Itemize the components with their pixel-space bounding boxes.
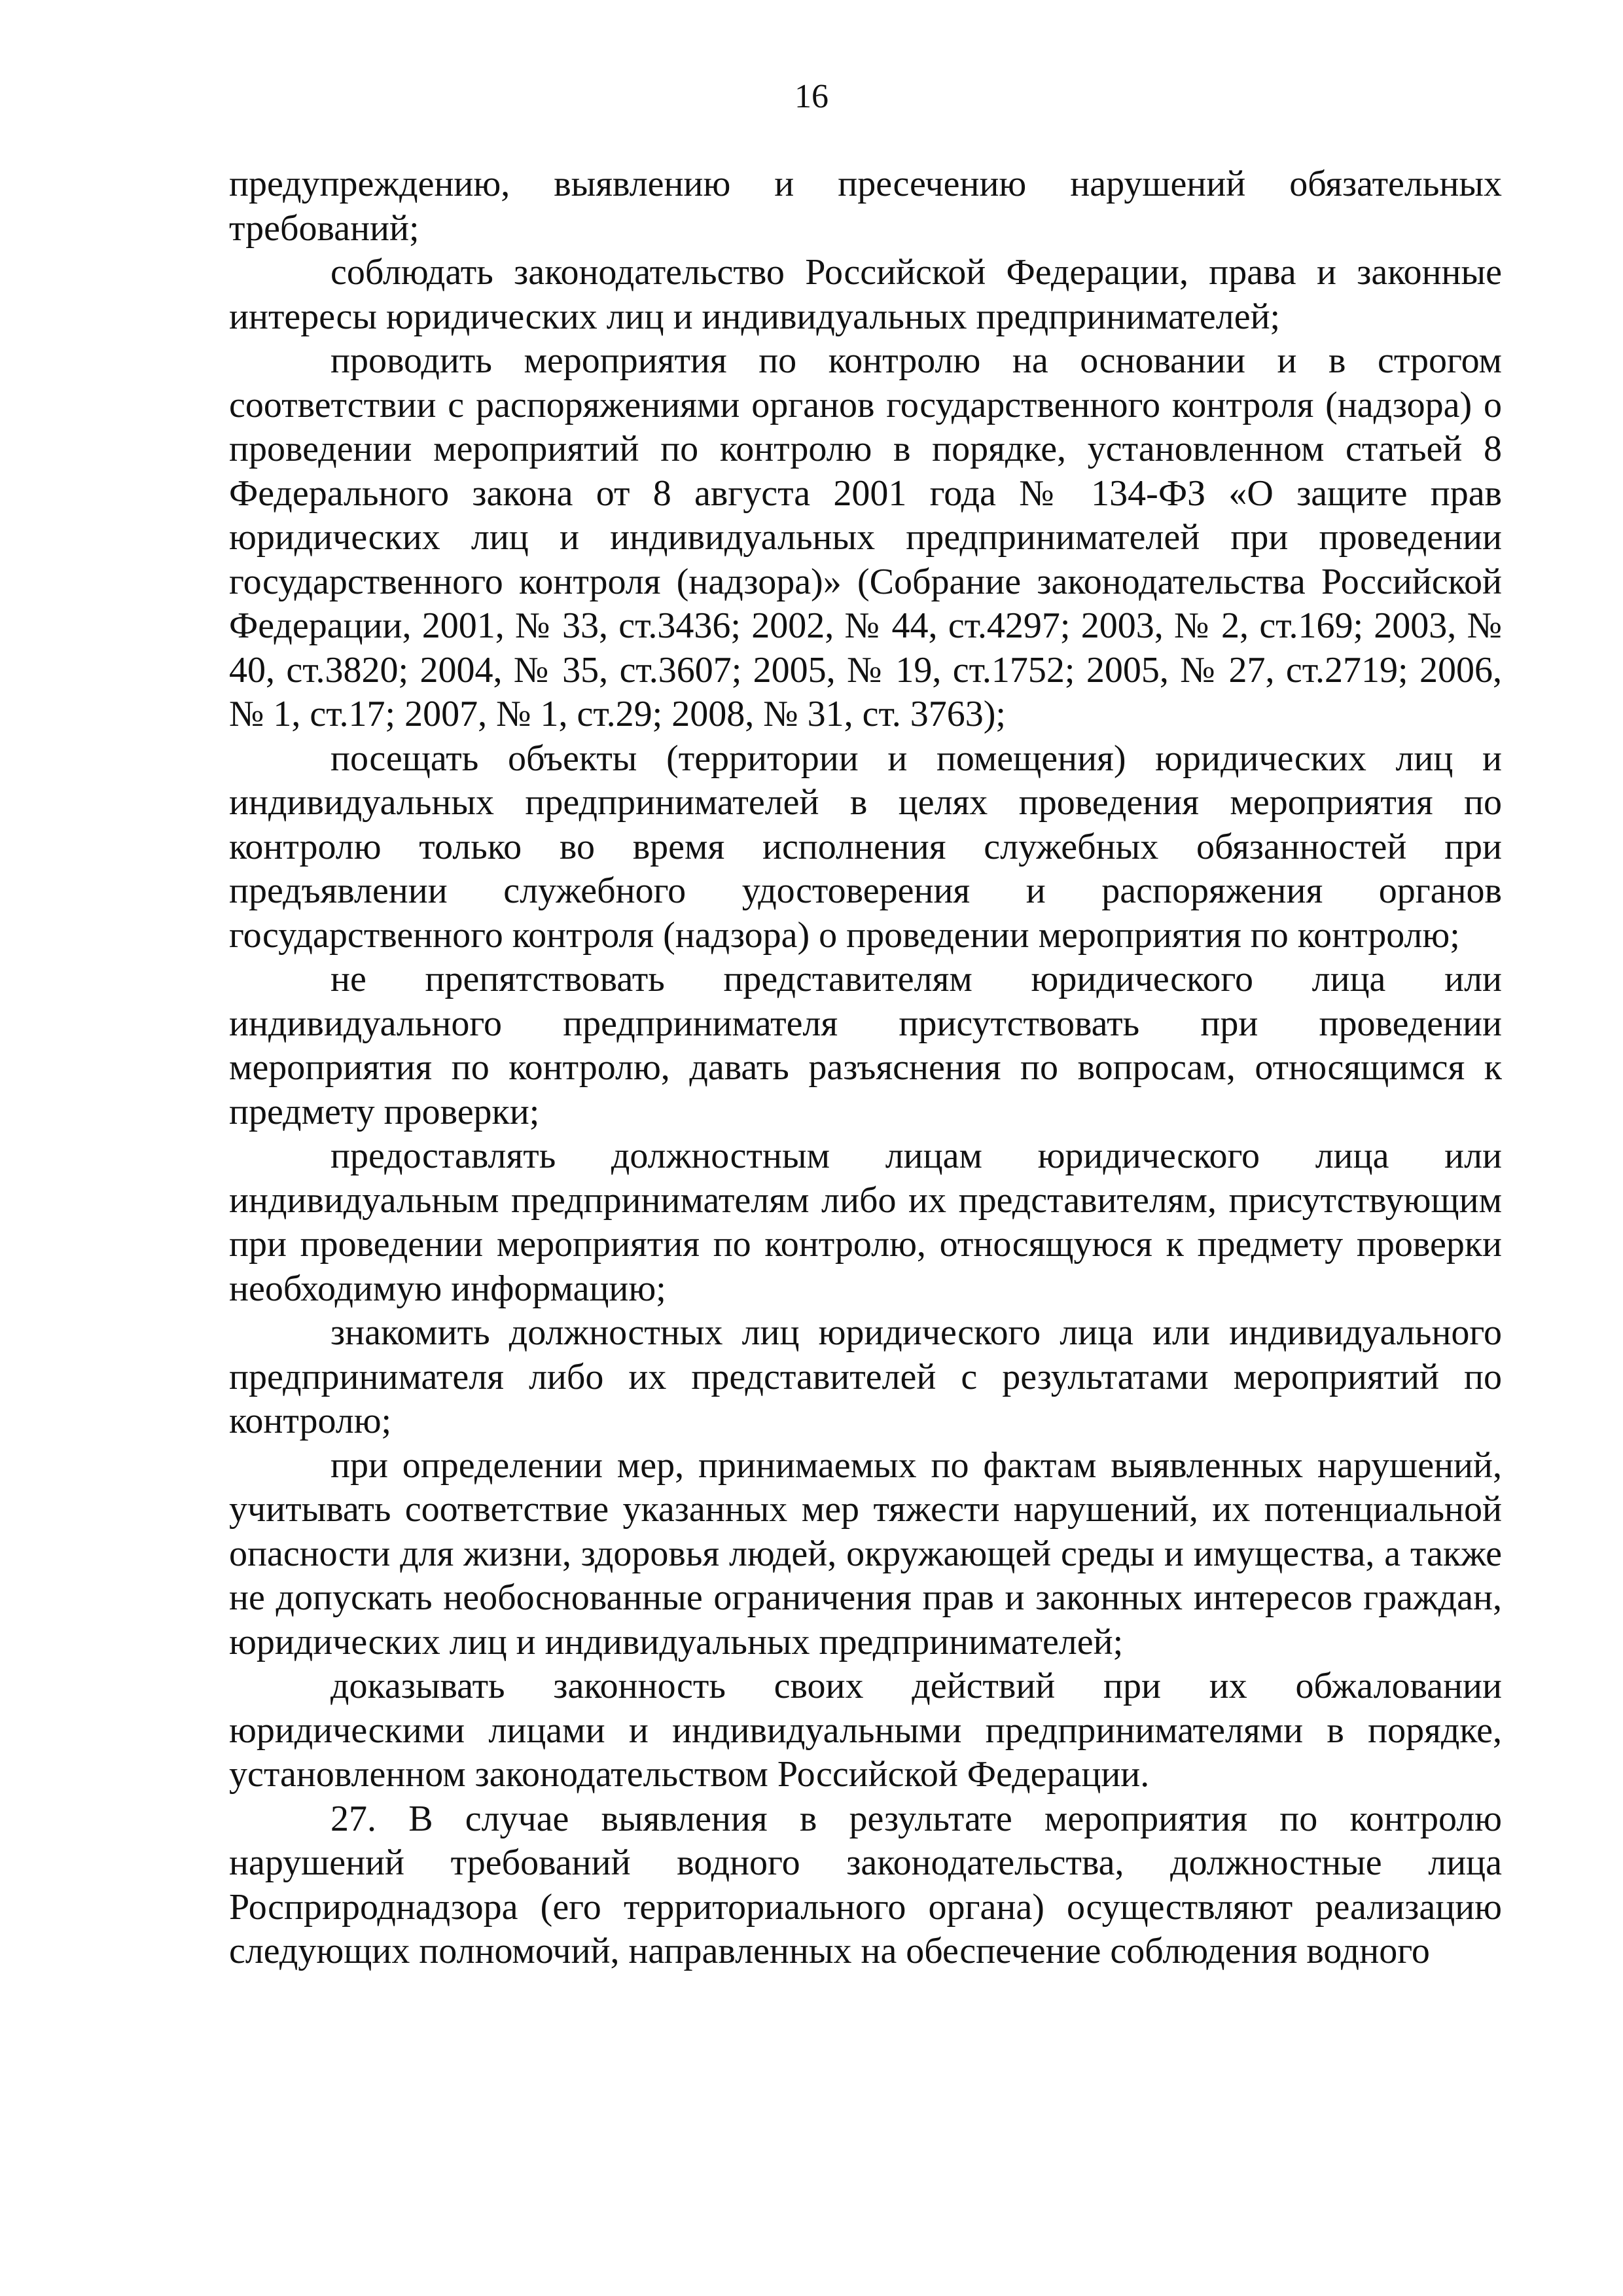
page-number: 16: [794, 78, 829, 115]
paragraph-determine-measures: при определении мер, принимаемых по фактам выявленных нарушений, учитывать соответствие указанных мер тяжести нарушений, их потенциальной опасности для жизни, здоровья людей, окружающей среды и имущества, а также не допускать необоснованные ограничения прав и законных интересов граждан, юридических лиц и индивидуальных предпринимателей;: [229, 1444, 1502, 1662]
paragraph-conduct-inspections: проводить мероприятия по контролю на основании и в строгом соответствии с распоряжениями органов государственного контроля (надзора) о проведении мероприятий по контролю в порядке, установленном статьей 8 Федерального закона от 8 августа 2001 года № 134-ФЗ «О защите прав юридических лиц и индивидуальных предпринимателей при проведении государственного контроля (надзора)» (Собрание законодательства Российской Федерации, 2001, № 33, ст.3436; 2002, № 44, ст.4297; 2003, № 2, ст.169; 2003, № 40, ст.3820; 2004, № 35, ст.3607; 2005, № 19, ст.1752; 2005, № 27, ст.2719; 2006, № 1, ст.17; 2007, № 1, ст.29; 2008, № 31, ст. 3763);: [229, 340, 1502, 734]
paragraph-comply-legislation: соблюдать законодательство Российской Федерации, права и законные интересы юридических лиц и индивидуальных предпринимателей;: [229, 252, 1502, 337]
paragraph-visit-objects: посещать объекты (территории и помещения) юридических лиц и индивидуальных предпринимателей в целях проведения мероприятия по контролю только во время исполнения служебных обязанностей при предъявлении служебного удостоверения и распоряжения органов государственного контроля (надзора) о проведении мероприятия по контролю;: [229, 738, 1502, 956]
paragraph-item-27: 27. В случае выявления в результате мероприятия по контролю нарушений требований водного законодательства, должностные лица Росприроднадзора (его территориального органа) осуществляют реализацию следующих полномочий, направленных на обеспечение соблюдения водного: [229, 1798, 1502, 1971]
paragraph-provide-information: предоставлять должностным лицам юридического лица или индивидуальным предпринимателям либо их представителям, присутствующим при проведении мероприятия по контролю, относящуюся к предмету проверки необходимую информацию;: [229, 1136, 1502, 1309]
paragraph-continuation: предупреждению, выявлению и пресечению нарушений обязательных требований;: [229, 164, 1502, 249]
paragraph-acquaint-results: знакомить должностных лиц юридического лица или индивидуального предпринимателя либо их представителей с результатами мероприятий по контролю;: [229, 1312, 1502, 1441]
paragraph-not-obstruct: не препятствовать представителям юридического лица или индивидуального предпринимателя присутствовать при проведении мероприятия по контролю, давать разъяснения по вопросам, относящимся к предмету проверки;: [229, 959, 1502, 1132]
document-body: [229, 162, 1502, 1974]
paragraph-prove-legality: доказывать законность своих действий при их обжаловании юридическими лицами и индивидуальными предпринимателями в порядке, установленном законодательством Российской Федерации.: [229, 1666, 1502, 1795]
